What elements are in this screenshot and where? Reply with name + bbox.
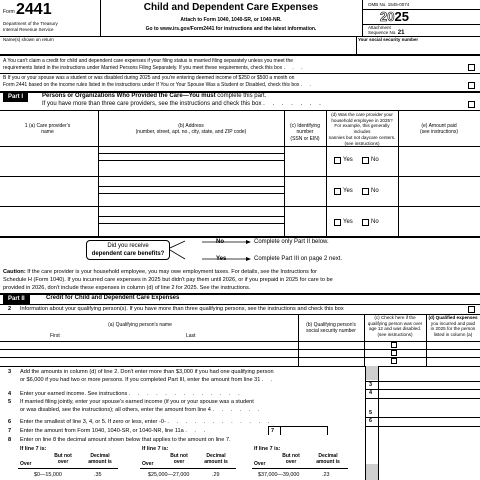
- p1-col-b-line2: (number, street, apt. no., city, state, and ZIP code): [135, 129, 247, 136]
- line-3-text-1: Add the amounts in column (d) of line 2. Don't enter more than $3,000 if you had one qualifying person: [20, 369, 274, 375]
- ssn-label: Your social security number: [358, 37, 419, 42]
- omb-number: OMB No. 1545-0074: [368, 2, 410, 7]
- p1-col-d-head: [326, 112, 398, 146]
- t3-over: Over: [254, 461, 266, 467]
- line-7-text: Enter the amount from Form 1040, 1040-SR, or 1040-NR, line 11a . . .: [20, 428, 209, 434]
- ssn-field[interactable]: [358, 43, 476, 51]
- line-6-num: 6: [8, 419, 12, 425]
- line-a-text-2: requirements listed in the instructions under Married Persons Filing Separately. If you meet these requirements, check this box . . .: [3, 65, 306, 71]
- p2-col-c-line4: (see instructions): [377, 332, 413, 338]
- dept-line-2: Internal Revenue Service: [3, 27, 54, 32]
- p1-col-d-line3: For example, this generally includes: [334, 123, 390, 135]
- caution-line-2: Schedule H (Form 1040). If you incurred care expenses in 2025 but didn't pay them until 2026, or if you prepaid in 2025 for care to be: [3, 277, 333, 283]
- p2-col-d-line3: in 2025 for the person: [430, 326, 476, 332]
- t2-decimal-2: amount is: [204, 459, 228, 466]
- p2-col-c-line2: qualifying person was over: [367, 320, 423, 326]
- table-head-3: If line 7 is:: [254, 446, 281, 452]
- benefits-yes-result: Complete Part III on page 2 next.: [254, 256, 343, 262]
- tax-year-suffix: 25: [394, 9, 409, 24]
- benefits-branch-lines: [170, 238, 260, 268]
- t3-butnot-2: over: [285, 459, 297, 466]
- line-7-num: 7: [8, 428, 12, 434]
- line-5-text: If married filing jointly, enter your spouse's earned income (if you or your spouse was a student or was disabled, see the instructions); all others, enter the amount from line 4 . . . . . .: [20, 399, 365, 414]
- part-1-title: [42, 93, 266, 101]
- p2-col-b-line2: social security number: [306, 328, 356, 335]
- p2-col-d-head: [426, 315, 480, 338]
- line-3-box: 3: [369, 382, 373, 388]
- person3-disabled-checkbox[interactable]: [391, 358, 397, 364]
- p1-col-a-line1: 1 (a) Care provider's: [24, 123, 71, 129]
- p2-col-c-line3: age 12 and was disabled.: [368, 326, 422, 332]
- row1-yes-label: Yes: [343, 157, 353, 163]
- table-head-2: If line 7 is:: [142, 446, 169, 452]
- part-2-label: Part II: [3, 295, 30, 304]
- line-5-box: 5: [369, 410, 373, 416]
- line-b-text-2: Form 2441 based on the income rules listed in the instructions under If You or Your Spouse Was a Student or Disabled, check this box . .: [3, 82, 314, 88]
- part-1-label: Part I: [3, 93, 28, 102]
- line-4-text: Enter your earned income. See instructions . . . . . . . . . . . . .: [20, 391, 243, 397]
- caution-lead: Caution:: [3, 269, 26, 275]
- dept-line-1: Department of the Treasury: [3, 21, 58, 26]
- shaded-column: [366, 366, 378, 380]
- t3-butnot-1: But not: [282, 453, 300, 459]
- form-title: Child and Dependent Care Expenses: [143, 2, 319, 13]
- p2-col-c-head: [364, 315, 426, 338]
- p1-col-d-line1: (d) Was the care provider your: [331, 112, 393, 117]
- p2-last-label: Last: [186, 333, 196, 339]
- t3-butnot: [276, 453, 306, 466]
- benefits-question-2: dependent care benefits?: [91, 250, 165, 257]
- line-a-text-2-content: requirements listed in the instructions under Married Persons Filing Separately. If you meet these requirements, check this box: [3, 65, 283, 71]
- row3-yes-label: Yes: [343, 219, 353, 225]
- form-label: Form: [3, 9, 15, 15]
- part-1-title-c: complete this part.: [215, 93, 267, 99]
- row1-no-label: No: [371, 157, 379, 163]
- line-7-box: 7: [271, 428, 275, 434]
- benefits-no-result: Complete only Part II below.: [254, 239, 329, 245]
- t1-butnot-2: over: [57, 459, 69, 466]
- part-1-subtitle: If you have more than three care providers, see the instructions and check this box . . . . . . .: [42, 101, 324, 107]
- t2-decimal: [200, 453, 232, 466]
- t2-butnot: [164, 453, 194, 466]
- p1-col-a-line2: name: [41, 129, 54, 136]
- row2-yes-checkbox[interactable]: [334, 188, 341, 195]
- line-4-text-1: Enter your earned income. See instructions: [20, 391, 128, 397]
- line-6-text: Enter the smallest of line 3, 4, or 5. If zero or less, enter -0- . . . . . . . . . . . .: [20, 419, 273, 425]
- tax-year: [380, 9, 409, 24]
- line-4-num: 4: [8, 391, 12, 397]
- t1-butnot: [48, 453, 78, 466]
- part-2-more-persons-checkbox[interactable]: [468, 306, 475, 313]
- caution-line-3: provided in 2026, don't include these expenses in column (d) of line 2 for 2025. See the instructions.: [3, 285, 251, 291]
- person2-disabled-checkbox[interactable]: [391, 350, 397, 356]
- t1-decimal: [84, 453, 116, 466]
- benefits-question-box: [86, 240, 170, 260]
- t2-butnot-1: But not: [170, 453, 188, 459]
- caution-text: [3, 268, 479, 292]
- p1-col-c-head: [284, 123, 326, 142]
- p2-col-d-line2: you incurred and paid: [430, 320, 476, 326]
- line-6-text-1: Enter the smallest of line 3, 4, or 5. If zero or less, enter -0-: [20, 419, 166, 425]
- line-b-text-1: B If you or your spouse was a student or was disabled during 2025 and you're entering deemed income of $250 or $500 a month on: [3, 75, 295, 81]
- t1-decimal-1: Decimal: [90, 453, 110, 459]
- p1-col-d-line2: household employee in 2025?: [331, 117, 393, 123]
- t2-row1-range: $25,000—27,000: [148, 472, 190, 478]
- sequence-text: Sequence No.: [368, 30, 397, 35]
- p2-col-d-line4: listed in column (a): [433, 332, 473, 338]
- t3-row1-range: $37,000—39,000: [258, 472, 300, 478]
- name-field[interactable]: [3, 43, 353, 51]
- row3-yes-checkbox[interactable]: [334, 219, 341, 226]
- line-7-input[interactable]: [268, 426, 328, 435]
- tax-year-prefix: 20: [380, 9, 395, 24]
- row3-no-label: No: [371, 219, 379, 225]
- row1-no-checkbox[interactable]: [362, 157, 369, 164]
- attachment-label: Attachment: [368, 25, 391, 30]
- p1-col-c-line2: (SSN or EIN): [290, 135, 320, 142]
- t2-row1-dec: .29: [212, 472, 220, 478]
- t1-butnot-1: But not: [54, 453, 72, 459]
- p1-col-d-line4: nannies but not daycare centers.: [328, 134, 396, 140]
- line-b-text-2-content: Form 2441 based on the income rules listed in the instructions under If You or Your Spouse Was a Student or Disabled, check this box: [3, 82, 300, 88]
- line-3-num: 3: [8, 369, 12, 375]
- line-8-num: 8: [8, 437, 12, 443]
- benefits-yes: Yes: [216, 256, 227, 262]
- part-1-title-a: Persons or Organizations Who Provided the Care—: [42, 93, 189, 99]
- shaded-column-lower: [366, 464, 378, 480]
- t1-over: Over: [20, 461, 32, 467]
- part-2-title: Credit for Child and Dependent Care Expenses: [46, 295, 180, 301]
- p2-col-b-head: [300, 322, 362, 335]
- t3-decimal: [312, 453, 344, 466]
- line-4-box: 4: [369, 390, 373, 396]
- part-1-more-providers-checkbox[interactable]: [468, 101, 475, 108]
- line-a-checkbox[interactable]: [468, 64, 475, 71]
- goto-line: Go to www.irs.gov/Form2441 for instructions and the latest information.: [145, 26, 317, 32]
- part-1-subtitle-text: If you have more than three care providers, see the instructions and check this box: [42, 101, 262, 107]
- t2-decimal-1: Decimal: [206, 453, 226, 459]
- p1-col-a-head: [5, 123, 90, 136]
- p2-col-c-line1: (c) Check here if the: [374, 315, 416, 320]
- row2-no-checkbox[interactable]: [362, 188, 369, 195]
- t1-decimal-2: amount is: [88, 459, 112, 466]
- p1-col-b-line1: (b) Address: [178, 123, 204, 129]
- t3-decimal-1: Decimal: [318, 453, 338, 459]
- p1-col-c-line1: (c) Identifying number: [289, 123, 320, 136]
- line-8-text: Enter on line 8 the decimal amount shown below that applies to the amount on line 7.: [20, 437, 231, 443]
- line-5-text-2: or was disabled, see the instructions); all others, enter the amount from line 4: [20, 406, 211, 413]
- t3-row1-dec: .23: [322, 472, 330, 478]
- p1-col-d-line5: (see instructions): [344, 140, 380, 146]
- row2-yes-label: Yes: [343, 188, 353, 194]
- row1-yes-checkbox[interactable]: [334, 157, 341, 164]
- row3-no-checkbox[interactable]: [362, 219, 369, 226]
- name-label: Name(s) shown on return: [3, 37, 54, 42]
- t2-butnot-2: over: [173, 459, 185, 466]
- sequence-number: 21: [397, 30, 405, 36]
- t1-row1-range: $0—15,000: [34, 472, 62, 478]
- row2-no-label: No: [371, 188, 379, 194]
- line-b-checkbox[interactable]: [468, 82, 475, 89]
- p1-col-e-line2: (see instructions): [419, 129, 459, 136]
- p1-col-b-head: [98, 123, 284, 136]
- p1-col-e-head: [398, 123, 480, 136]
- line-7-text-1: Enter the amount from Form 1040, 1040-SR, or 1040-NR, line 11a: [20, 428, 184, 434]
- caution-line-1: If the care provider is your household employee, you may owe employment taxes. For details, see the Instructions for: [25, 269, 318, 275]
- line-2-text: Information about your qualifying person(s). If you have more than three qualifying persons, see the instructions and check this box: [20, 306, 344, 312]
- line-3-text: Add the amounts in column (d) of line 2. Don't enter more than $3,000 if you had one qualifying person or $6,000 if you had two or more persons. If you completed Part III, enter the amount from line 31 . .: [20, 369, 365, 384]
- benefits-question-1: Did you receive: [107, 243, 149, 249]
- line-a-text-1: A You can't claim a credit for child and dependent care expenses if your filing status is married filing separately unless you meet the: [3, 58, 294, 64]
- table-head-1: If line 7 is:: [20, 446, 47, 452]
- p2-col-b-line1: (b) Qualifying person's: [306, 322, 356, 328]
- line-3-text-2: or $6,000 if you had two or more persons. If you completed Part III, enter the amount from line 31: [20, 376, 261, 383]
- form-number: 2441: [16, 1, 52, 18]
- p2-first-label: First: [50, 333, 60, 339]
- p2-col-d-line1: (d) Qualified expenses: [428, 315, 478, 320]
- attach-line: Attach to Form 1040, 1040-SR, or 1040-NR.: [180, 17, 282, 23]
- p1-col-e-line1: (e) Amount paid: [421, 123, 457, 129]
- line-2-num: 2: [8, 306, 12, 312]
- person1-disabled-checkbox[interactable]: [391, 342, 397, 348]
- t2-over: Over: [142, 461, 154, 467]
- line-5-num: 5: [8, 399, 12, 405]
- p2-col-a-head: (a) Qualifying person's name: [108, 322, 172, 328]
- t1-row1-dec: .35: [94, 472, 102, 478]
- part-1-title-b: You must: [188, 93, 216, 99]
- line-6-box: 6: [369, 418, 373, 424]
- t3-decimal-2: amount is: [316, 459, 340, 466]
- line-5-text-1: If married filing jointly, enter your spouse's earned income (if you or your spouse was a student: [20, 399, 254, 405]
- benefits-no: No: [216, 239, 224, 245]
